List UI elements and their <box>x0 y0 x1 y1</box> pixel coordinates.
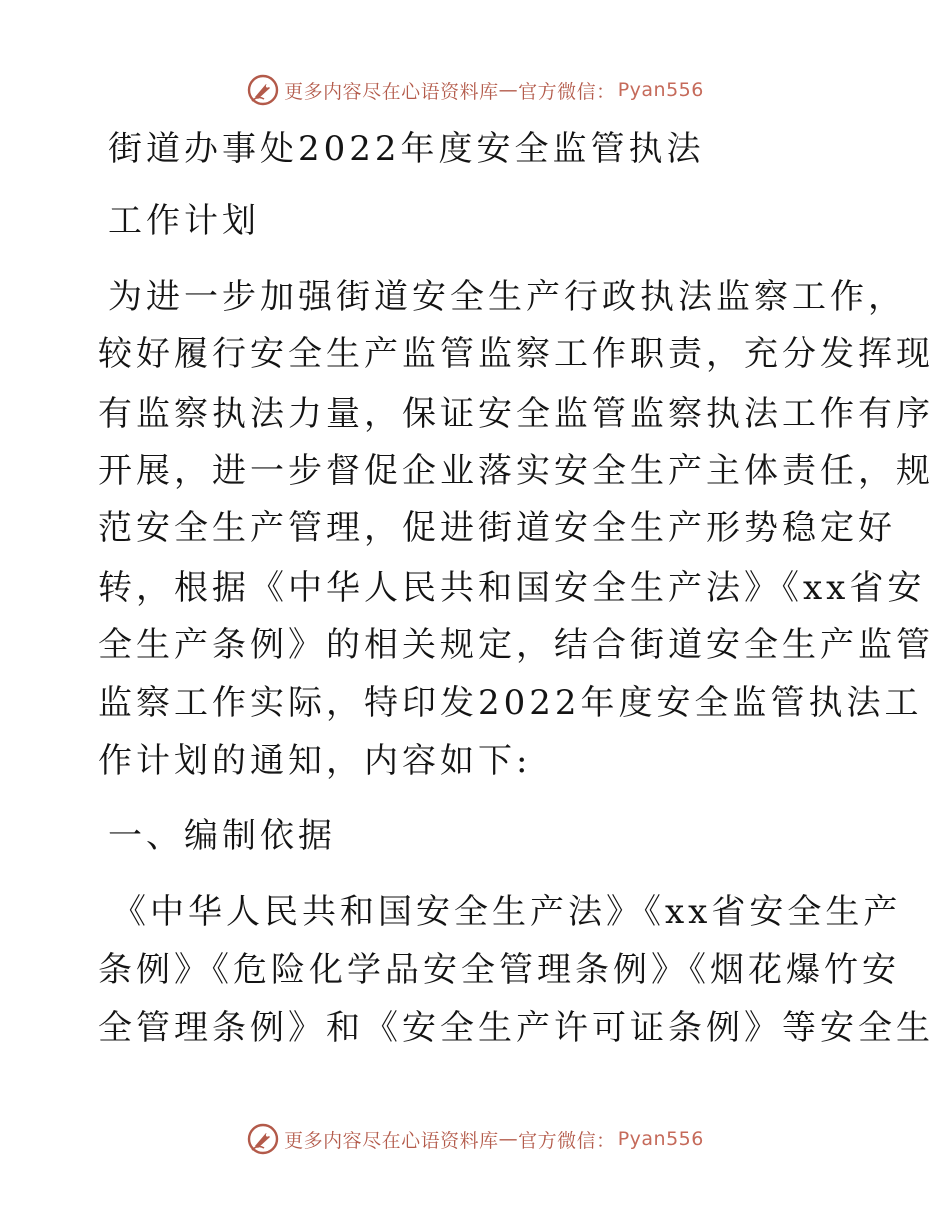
watermark-text: 更多内容尽在心语资料库 <box>284 80 499 103</box>
watermark-separator: — <box>498 1128 519 1150</box>
section-line: 条例》《危险化学品安全管理条例》《烟花爆竹安 <box>98 950 900 990</box>
intro-line: 监察工作实际，特印发2022年度安全监管执法工 <box>98 683 923 723</box>
intro-line: 范安全生产管理，促进街道安全生产形势稳定好 <box>98 508 896 548</box>
header-watermark <box>0 73 950 107</box>
pen-nib-logo-icon <box>246 73 280 107</box>
intro-line: 为进一步加强街道安全生产行政执法监察工作， <box>108 277 906 317</box>
watermark-wechat-id: Pyan556 <box>617 1128 704 1150</box>
watermark-text: 更多内容尽在心语资料库 <box>284 1129 499 1152</box>
intro-line: 较好履行安全生产监管监察工作职责，充分发挥现 <box>98 334 934 374</box>
section-line: 全管理条例》和《安全生产许可证条例》等安全生 <box>98 1008 934 1048</box>
document-title-line1: 街道办事处2022年度安全监管执法 <box>108 129 705 169</box>
watermark-official: 官方微信： <box>518 80 616 103</box>
watermark-wechat-id: Pyan556 <box>617 79 704 101</box>
document-title-line2: 工作计划 <box>108 201 260 241</box>
watermark-separator: — <box>498 79 519 101</box>
intro-line: 有监察执法力量，保证安全监管监察执法工作有序 <box>98 394 934 434</box>
pen-nib-logo-icon <box>246 1122 280 1156</box>
intro-line: 作计划的通知，内容如下: <box>98 741 532 781</box>
section-heading: 一、编制依据 <box>108 816 336 856</box>
watermark-official: 官方微信： <box>518 1129 616 1152</box>
intro-line: 开展，进一步督促企业落实安全生产主体责任，规 <box>98 451 934 491</box>
intro-line: 全生产条例》的相关规定，结合街道安全生产监管 <box>98 625 934 665</box>
footer-watermark <box>0 1122 950 1156</box>
section-line: 《中华人民共和国安全生产法》《xx省安全生产 <box>112 892 902 932</box>
intro-line: 转，根据《中华人民共和国安全生产法》《xx省安 <box>98 568 926 608</box>
